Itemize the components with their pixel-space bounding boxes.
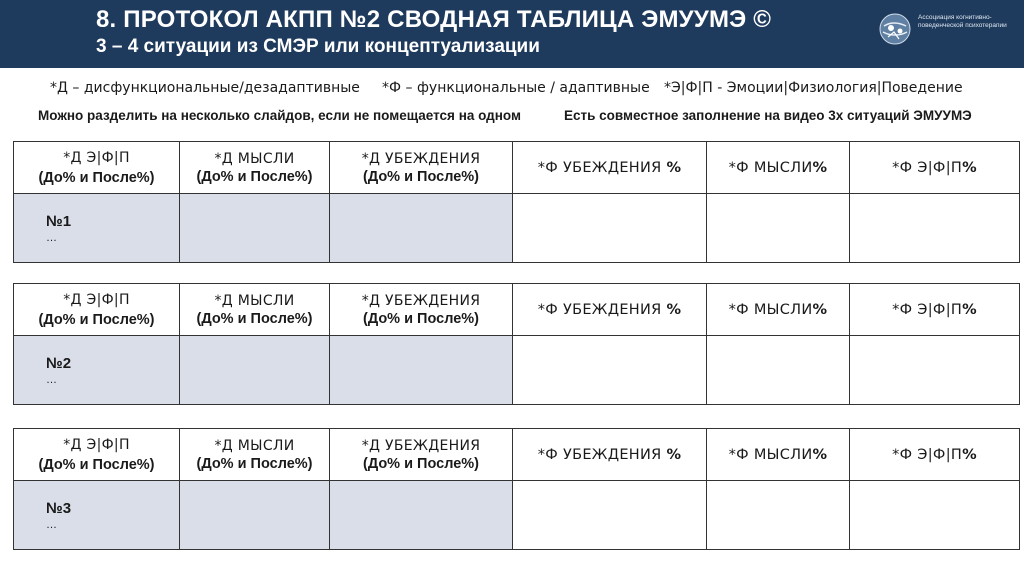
header-d-thoughts-label: *Д МЫСЛИ [214,437,295,454]
input-d-beliefs[interactable] [330,336,513,405]
header-d-thoughts-sub: (До% и После%) [196,455,313,472]
input-d-beliefs[interactable] [330,481,513,550]
input-f-beliefs[interactable] [513,336,707,405]
input-f-beliefs[interactable] [513,194,707,263]
input-d-thoughts[interactable] [180,481,330,550]
legend-d: *Д – дисфункциональные/дезадаптивные [50,80,360,96]
header-d-efp-sub: (До% и После%) [38,169,155,186]
header-d-efp-label: *Д Э|Ф|П [63,436,130,453]
header-d-beliefs-label: *Д УБЕЖДЕНИЯ [361,437,481,454]
header-d-beliefs [330,142,513,194]
header-d-thoughts-label: *Д МЫСЛИ [214,150,295,167]
situation-number: №3 [46,499,72,517]
header-d-beliefs-label: *Д УБЕЖДЕНИЯ [361,292,481,309]
header-f-efp [850,284,1020,336]
header-f-beliefs-percent: % [666,446,682,463]
header-d-thoughts [180,142,330,194]
header-d-beliefs-sub: (До% и После%) [362,455,479,472]
header-f-thoughts-percent: % [812,446,828,463]
header-f-beliefs-percent: % [666,301,682,318]
header-bar [0,0,1024,68]
note-video: Есть совместное заполнение на видео 3х ситуаций ЭМУУМЭ [564,108,972,123]
header-d-beliefs-sub: (До% и После%) [362,310,479,327]
page-title: 8. ПРОТОКОЛ АКПП №2 СВОДНАЯ ТАБЛИЦА ЭМУУМЭ © [96,6,772,33]
header-d-efp-sub: (До% и После%) [38,311,155,328]
input-f-beliefs[interactable] [513,481,707,550]
header-f-beliefs [513,429,707,481]
legend-efp: *Э|Ф|П - Эмоции|Физиология|Поведение [664,80,963,96]
header-f-efp-label: *Ф Э|Ф|П [892,301,963,318]
header-f-thoughts-label: *Ф МЫСЛИ [728,159,813,176]
header-f-thoughts-label: *Ф МЫСЛИ [728,301,813,318]
page-subtitle: 3 – 4 ситуации из СМЭР или концептуализации [96,36,540,57]
header-d-efp [14,142,180,194]
header-f-thoughts-percent: % [812,301,828,318]
situation-ellipsis: … [46,231,57,244]
input-f-efp[interactable] [850,481,1020,550]
header-f-efp-percent: % [962,159,977,176]
header-f-beliefs [513,284,707,336]
legend-f: *Ф – функциональные / адаптивные [382,80,650,96]
situation-table [13,283,1020,405]
header-f-thoughts [707,429,850,481]
header-f-thoughts-percent: % [812,159,828,176]
input-f-thoughts[interactable] [707,194,850,263]
input-d-beliefs[interactable] [330,194,513,263]
header-d-thoughts-label: *Д МЫСЛИ [214,292,295,309]
header-f-beliefs [513,142,707,194]
input-f-efp[interactable] [850,336,1020,405]
header-d-efp [14,284,180,336]
input-d-thoughts[interactable] [180,336,330,405]
header-f-efp [850,142,1020,194]
header-f-efp [850,429,1020,481]
association-logo [878,12,1018,52]
input-f-thoughts[interactable] [707,481,850,550]
header-f-beliefs-label: *Ф УБЕЖДЕНИЯ [537,301,662,318]
situation-ellipsis: … [46,373,57,386]
header-d-beliefs [330,284,513,336]
header-f-beliefs-label: *Ф УБЕЖДЕНИЯ [537,159,662,176]
situation-table [13,428,1020,550]
input-f-efp[interactable] [850,194,1020,263]
header-f-thoughts-label: *Ф МЫСЛИ [728,446,813,463]
header-d-efp-label: *Д Э|Ф|П [63,291,130,308]
header-f-efp-label: *Ф Э|Ф|П [892,446,963,463]
header-f-efp-label: *Ф Э|Ф|П [892,159,963,176]
input-f-thoughts[interactable] [707,336,850,405]
logo-caption: Ассоциация когнитивно-поведенческой психотерапии [918,14,1007,29]
header-f-beliefs-label: *Ф УБЕЖДЕНИЯ [537,446,662,463]
situation-cell[interactable] [14,336,180,405]
globe-icon [878,12,912,46]
situation-table [13,141,1020,263]
header-d-efp [14,429,180,481]
header-f-efp-percent: % [962,301,977,318]
header-d-efp-sub: (До% и После%) [38,456,155,473]
header-d-beliefs [330,429,513,481]
header-f-efp-percent: % [962,446,977,463]
situation-ellipsis: … [46,518,57,531]
situation-number: №2 [46,354,72,372]
header-d-thoughts-sub: (До% и После%) [196,168,313,185]
input-d-thoughts[interactable] [180,194,330,263]
header-d-thoughts [180,284,330,336]
header-f-thoughts [707,284,850,336]
header-d-beliefs-label: *Д УБЕЖДЕНИЯ [361,150,481,167]
header-d-thoughts [180,429,330,481]
header-d-efp-label: *Д Э|Ф|П [63,149,130,166]
situation-cell[interactable] [14,194,180,263]
situation-number: №1 [46,212,72,230]
header-f-beliefs-percent: % [666,159,682,176]
header-d-thoughts-sub: (До% и После%) [196,310,313,327]
header-f-thoughts [707,142,850,194]
situation-cell[interactable] [14,481,180,550]
header-d-beliefs-sub: (До% и После%) [362,168,479,185]
note-split-slides: Можно разделить на несколько слайдов, если не помещается на одном [38,108,521,123]
